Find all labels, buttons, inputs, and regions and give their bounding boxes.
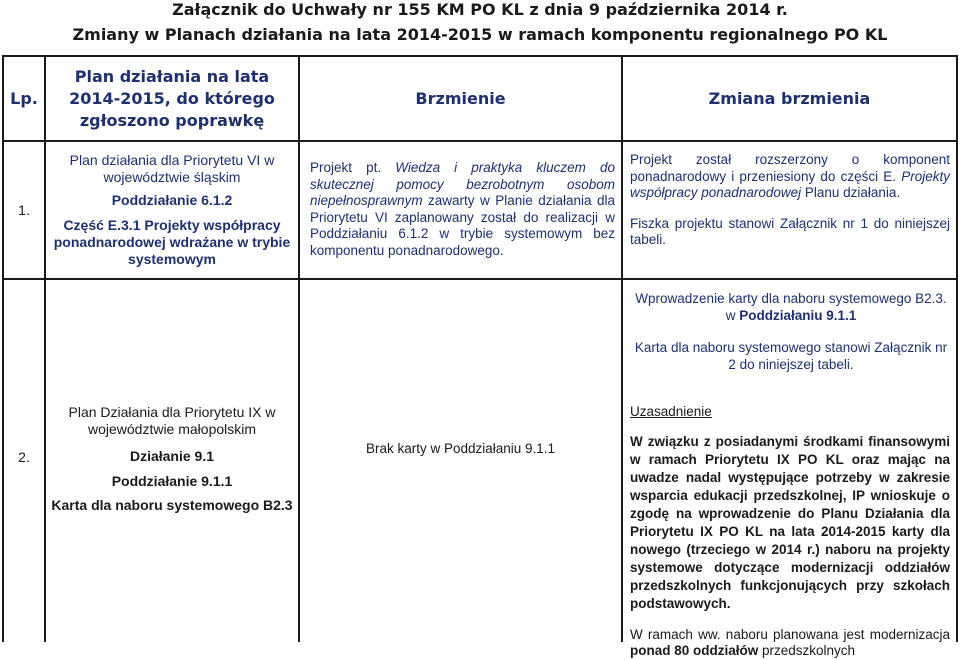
row2-plan-title: Plan Działania dla Priorytetu IX w województwie małopolskim — [68, 404, 276, 437]
row1-plan-title: Plan działania dla Priorytetu VI w województwie śląskim — [69, 152, 275, 185]
col-divider-brzmienie — [621, 55, 623, 642]
row2-zmiana-p2 — [630, 627, 950, 660]
row1-zmiana-p1-lead: Projekt został rozszerzony o komponent ponadnarodowy i przeniesiony do części E. — [630, 152, 950, 184]
row2-zmiana-cell — [630, 404, 950, 660]
row1-zmiana-p1-rest: Planu działania. — [801, 185, 901, 201]
table-border-right — [956, 55, 958, 642]
header-plan: Plan działania na lata 2014-2015, do którego zgłoszono poprawkę — [69, 66, 275, 130]
col-divider-plan — [298, 55, 300, 642]
row1-zmiana-extra-cell — [634, 291, 948, 373]
row1-zmiana-cell — [630, 152, 950, 249]
row1-brzmienie-project-title: Wiedza i praktyka kluczem do skutecznej pomocy bezrobotnym osobom niepełnosprawnym — [310, 160, 615, 209]
row2-plan-cell — [50, 404, 294, 514]
row1-brzmienie-text — [310, 160, 615, 260]
table-header-divider — [2, 140, 958, 142]
row1-zmiana-p4: Karta dla naboru systemowego stanowi Załącznik nr 2 do niniejszej tabeli. — [634, 340, 948, 372]
row1-plan-part: Część E.3.1 Projekty współpracy ponadnarodowej wdrażane w trybie systemowym — [53, 217, 291, 267]
row1-zmiana-p3 — [634, 291, 948, 324]
row1-lp: 1. — [18, 202, 30, 218]
row1-zmiana-p3-lead: Wprowadzenie karty dla naboru systemowego B2.3. w — [635, 291, 947, 323]
row1-zmiana-p1-italic: Projekty współpracy ponadnarodowej — [630, 168, 950, 201]
row2-zmiana-p1: W związku z posiadanymi środkami finansowymi w ramach Priorytetu IX PO KL oraz mając na uwadze nadal występujące potrzeby w zakresie wsparcia edukacji przedszkolnej, IP wnioskuje o zgodę na wprowadzenie do Planu Działania dla Priorytetu IX PO KL na lata 2014-2015 karty dla nowego (trzeciego w 2014 r.) naboru na projekty systemowe dotyczące modernizacji oddziałów przedszkolnych funkcjonujących przy szkołach podstawowych. — [630, 433, 950, 611]
header-brzmienie: Brzmienie — [415, 88, 506, 108]
row1-zmiana-p3-bold: Poddziałaniu 9.1.1 — [739, 307, 857, 323]
row2-plan-subaction: Poddziałanie 9.1.1 — [111, 472, 233, 489]
row2-brzmienie-cell — [300, 441, 621, 458]
row1-zmiana-p2: Fiszka projektu stanowi Załącznik nr 1 do niniejszej tabeli. — [630, 215, 950, 248]
row2-plan-card: Karta dla naboru systemowego B2.3 — [51, 497, 293, 514]
row2-zmiana-p2-c: przedszkolnych — [758, 643, 856, 659]
table-row-divider — [2, 278, 958, 280]
document-title: Załącznik do Uchwały nr 155 KM PO KL z dnia 9 października 2014 r. — [172, 0, 788, 19]
header-zmiana: Zmiana brzmienia — [708, 88, 871, 108]
row2-zmiana-heading: Uzasadnienie — [630, 404, 712, 419]
row1-plan-cell — [50, 152, 294, 268]
row2-zmiana-p2-a: W ramach ww. naboru planowana jest modernizacja — [630, 626, 950, 642]
row1-brzmienie-lead: Projekt pt. — [310, 160, 396, 175]
row1-plan-subaction: Poddziałanie 6.1.2 — [111, 192, 233, 208]
col-divider-lp — [44, 55, 46, 642]
row2-zmiana-p2-b: ponad 80 oddziałów — [630, 643, 759, 659]
row2-brzmienie-text: Brak karty w Poddziałaniu 9.1.1 — [365, 441, 556, 456]
row1-zmiana-p1 — [630, 152, 950, 202]
row1-brzmienie-cell — [310, 160, 615, 260]
row1-brzmienie-rest: zawarty w Planie działania dla Priorytetu VI zaplanowany został do realizacji w Poddziałaniu 6.1.2 w trybie systemowym bez komponentu ponadnarodowego. — [310, 193, 615, 258]
row2-plan-action: Działanie 9.1 — [129, 448, 215, 464]
document-subtitle: Zmiany w Planach działania na lata 2014-2015 w ramach komponentu regionalnego PO KL — [72, 25, 888, 44]
header-lp: Lp. — [10, 88, 38, 108]
row2-lp: 2. — [18, 449, 30, 465]
